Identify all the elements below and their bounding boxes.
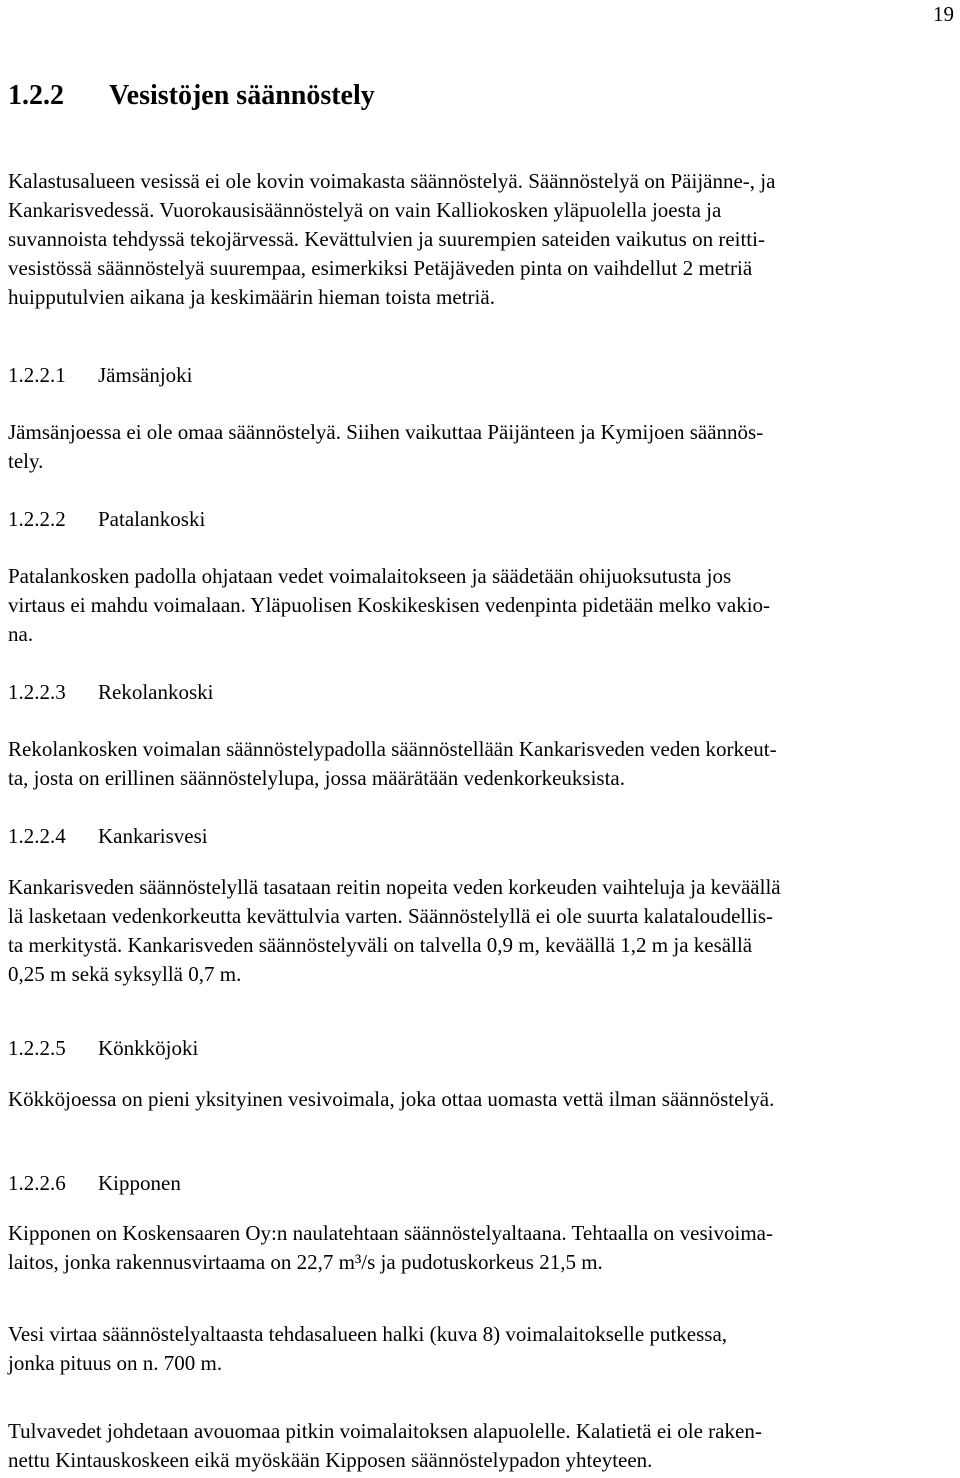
page-number: 19: [933, 2, 954, 26]
text-line: ta, josta on erillinen säännöstelylupa, jossa määrätään vedenkorkeuksista.: [8, 766, 625, 790]
paragraph: [8, 418, 763, 476]
paragraph: [8, 1320, 727, 1378]
subsection-number: 1.2.2.3: [8, 680, 66, 704]
text-line: Kankarisveden säännöstelyllä tasataan reitin nopeita veden korkeuden vaihteluja ja keväällä: [8, 875, 781, 899]
text-line: Jämsänjoessa ei ole omaa säännöstelyä. Siihen vaikuttaa Päijänteen ja Kymijoen säännös-: [8, 420, 764, 444]
section-heading-title: Vesistöjen säännöstely: [109, 80, 375, 111]
subsection-number: 1.2.2.2: [8, 507, 66, 531]
subsection-number: 1.2.2.4: [8, 824, 66, 848]
section-heading-number: 1.2.2: [8, 80, 64, 111]
section-heading: [8, 80, 375, 112]
subsection-heading: [8, 822, 208, 851]
subsection-number: 1.2.2.6: [8, 1171, 66, 1195]
text-line: 0,25 m sekä syksyllä 0,7 m.: [8, 962, 242, 986]
subsection-title: Rekolankoski: [98, 680, 214, 704]
text-line: Kipponen on Koskensaaren Oy:n naulatehtaan säännöstelyaltaana. Tehtaalla on vesivoima-: [8, 1221, 773, 1245]
text-line: Patalankosken padolla ohjataan vedet voimalaitokseen ja säädetään ohijuoksutusta jos: [8, 564, 732, 588]
text-line: Kalastusalueen vesissä ei ole kovin voimakasta säännöstelyä. Säännöstelyä on Päijänne-, ja: [8, 169, 776, 193]
text-line: suvannoista tehdyssä tekojärvessä. Kevättulvien ja suurempien sateiden vaikutus on reitti-: [8, 227, 765, 251]
text-line: nettu Kintauskoskeen eikä myöskään Kipposen säännöstelypadon yhteyteen.: [8, 1448, 653, 1472]
intro-paragraph: [8, 167, 775, 312]
text-line: huipputulvien aikana ja keskimäärin hieman toista metriä.: [8, 285, 495, 309]
subsection-title: Patalankoski: [98, 507, 206, 531]
text-line: ta merkitystä. Kankarisveden säännöstelyväli on talvella 0,9 m, keväällä 1,2 m ja kesällä: [8, 933, 753, 957]
text-line: laitos, jonka rakennusvirtaama on 22,7 m³/s ja pudotuskorkeus 21,5 m.: [8, 1250, 603, 1274]
paragraph: [8, 735, 777, 793]
subsection-title: Jämsänjoki: [98, 363, 193, 387]
text-line: jonka pituus on n. 700 m.: [8, 1351, 223, 1375]
subsection-heading: [8, 505, 205, 534]
paragraph: [8, 1085, 774, 1114]
subsection-number: 1.2.2.5: [8, 1036, 66, 1060]
subsection-title: Kipponen: [98, 1171, 181, 1195]
text-line: virtaus ei mahdu voimalaan. Yläpuolisen Koskikeskisen vedenpinta pidetään melko vakio-: [8, 593, 771, 617]
text-line: Vesi virtaa säännöstelyaltaasta tehdasalueen halki (kuva 8) voimalaitokselle putkessa,: [8, 1322, 728, 1346]
text-line: Kökköjoessa on pieni yksityinen vesivoimala, joka ottaa uomasta vettä ilman säännöstelyä.: [8, 1087, 775, 1111]
text-line: lä lasketaan vedenkorkeutta kevättulvia varten. Säännöstelyllä ei ole suurta kalataloudellis-: [8, 904, 774, 928]
paragraph: [8, 1219, 773, 1277]
subsection-number: 1.2.2.1: [8, 363, 66, 387]
subsection-heading: [8, 1034, 198, 1063]
subsection-title: Kankarisvesi: [98, 824, 208, 848]
text-line: Tulvavedet johdetaan avouomaa pitkin voimalaitoksen alapuolelle. Kalatietä ei ole raken-: [8, 1419, 762, 1443]
subsection-title: Könkköjoki: [98, 1036, 199, 1060]
text-line: tely.: [8, 449, 44, 473]
text-line: Kankarisvedessä. Vuorokausisäännöstelyä on vain Kalliokosken yläpuolella joesta ja: [8, 198, 722, 222]
paragraph: [8, 1417, 762, 1475]
subsection-heading: [8, 678, 214, 707]
subsection-heading: [8, 1169, 181, 1198]
text-line: na.: [8, 622, 34, 646]
text-line: Rekolankosken voimalan säännöstelypadolla säännöstellään Kankarisveden veden korkeut-: [8, 737, 777, 761]
paragraph: [8, 873, 781, 989]
subsection-heading: [8, 361, 193, 390]
text-line: vesistössä säännöstelyä suurempaa, esimerkiksi Petäjäveden pinta on vaihdellut 2 metriä: [8, 256, 753, 280]
paragraph: [8, 562, 770, 649]
